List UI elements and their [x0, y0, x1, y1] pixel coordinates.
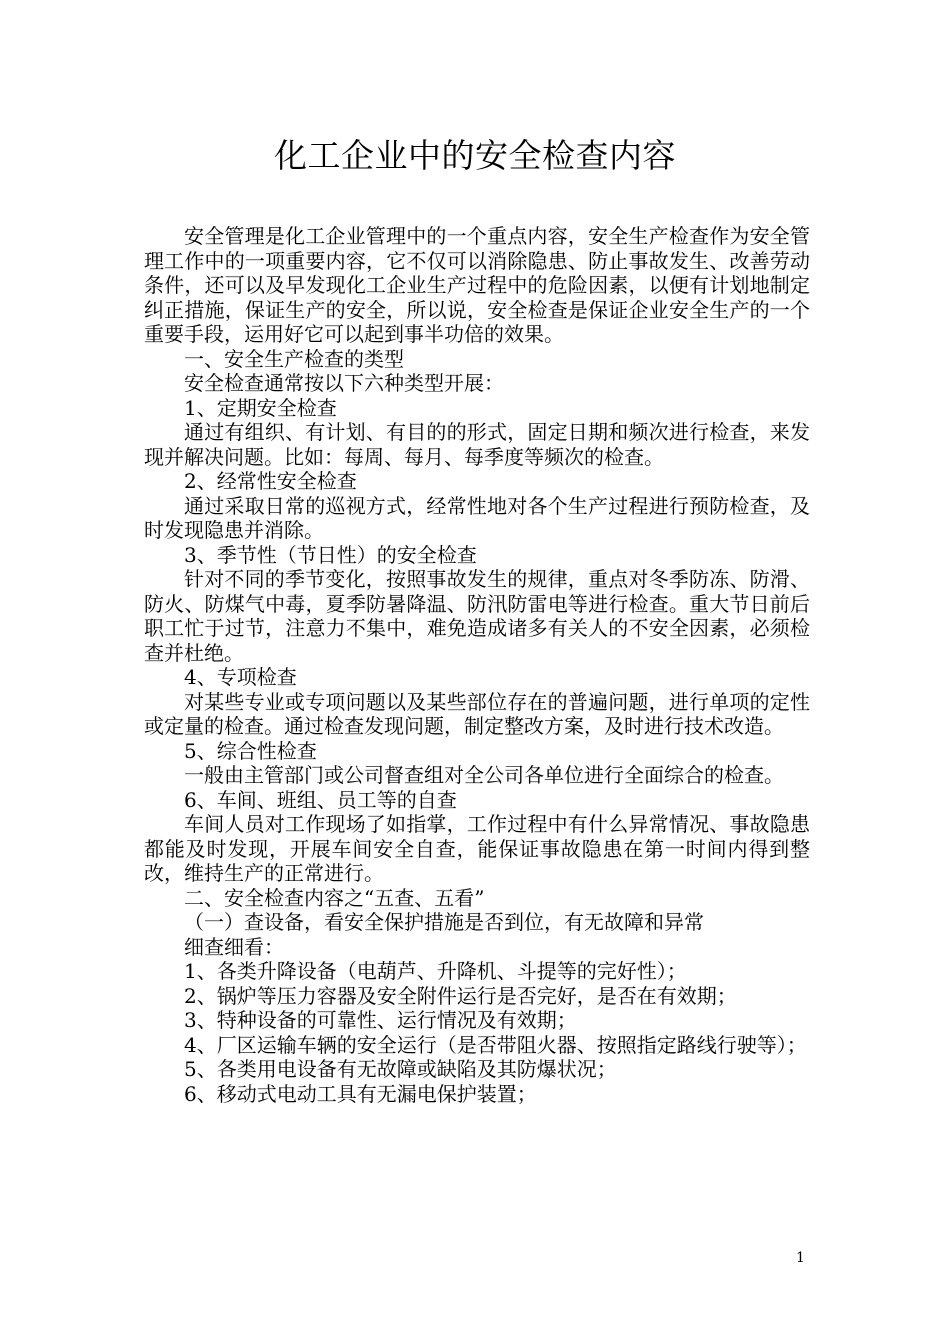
paragraph: 通过采取日常的巡视方式，经常性地对各个生产过程进行预防检查，及时发现隐患并消除。	[144, 493, 810, 542]
list-item: 3、特种设备的可靠性、运行情况及有效期；	[184, 1008, 577, 1032]
subsection-heading: （一）查设备，看安全保护措施是否到位，有无故障和异常	[184, 910, 704, 934]
document-title: 化工企业中的安全检查内容	[274, 136, 676, 175]
subsection-heading: 6、车间、班组、员工等的自查	[184, 787, 457, 812]
subsection-heading: 2、经常性安全检查	[184, 469, 357, 493]
paragraph: 一般由主管部门或公司督查组对全公司各单位进行全面综合的检查。	[184, 763, 784, 787]
document-body	[144, 224, 810, 1106]
list-item: 5、各类用电设备有无故障或缺陷及其防爆状况；	[184, 1057, 617, 1081]
subsection-heading: 4、专项检查	[184, 665, 297, 689]
subsection-heading: 3、季节性（节日性）的安全检查	[184, 542, 477, 567]
subsection-heading: 1、定期安全检查	[184, 395, 337, 420]
list-item: 4、厂区运输车辆的安全运行（是否带阻火器、按照指定路线行驶等）；	[184, 1032, 807, 1057]
list-item: 2、锅炉等压力容器及安全附件运行是否完好，是否在有效期；	[184, 983, 737, 1008]
intro-paragraph: 安全管理是化工企业管理中的一个重点内容，安全生产检查作为安全管理工作中的一项重要内容，它不仅可以消除隐患、防止事故发生、改善劳动条件，还可以及早发现化工企业生产过程中的危险因素，以便有计划地制定纠正措施，保证生产的安全，所以说，安全检查是保证企业安全生产的一个重要手段，运用好它可以起到事半功倍的效果。	[144, 224, 810, 346]
paragraph: 车间人员对工作现场了如指掌，工作过程中有什么异常情况、事故隐患都能及时发现，开展车间安全自查，能保证事故隐患在第一时间内得到整改，维持生产的正常进行。	[144, 812, 810, 885]
paragraph: 细查细看：	[184, 934, 284, 959]
section-heading: 一、安全生产检查的类型	[184, 346, 404, 371]
page-number: 1	[796, 1250, 805, 1266]
subsection-heading: 5、综合性检查	[184, 738, 317, 763]
paragraph: 安全检查通常按以下六种类型开展：	[184, 371, 504, 395]
list-item: 6、移动式电动工具有无漏电保护装置；	[184, 1081, 537, 1106]
paragraph: 通过有组织、有计划、有目的的形式，固定日期和频次进行检查，来发现并解决问题。比如：每周、每月、每季度等频次的检查。	[144, 420, 810, 469]
list-item: 1、各类升降设备（电葫芦、升降机、斗提等的完好性）；	[184, 959, 687, 983]
paragraph: 针对不同的季节变化，按照事故发生的规律，重点对冬季防冻、防滑、防火、防煤气中毒，夏季防暑降温、防汛防雷电等进行检查。重大节日前后职工忙于过节，注意力不集中，难免造成诸多有关人的不安全因素，必须检查并杜绝。	[144, 567, 810, 665]
section-heading: 二、安全检查内容之“五查、五看”	[184, 885, 485, 910]
paragraph: 对某些专业或专项问题以及某些部位存在的普遍问题，进行单项的定性或定量的检查。通过检查发现问题，制定整改方案，及时进行技术改造。	[144, 689, 810, 738]
